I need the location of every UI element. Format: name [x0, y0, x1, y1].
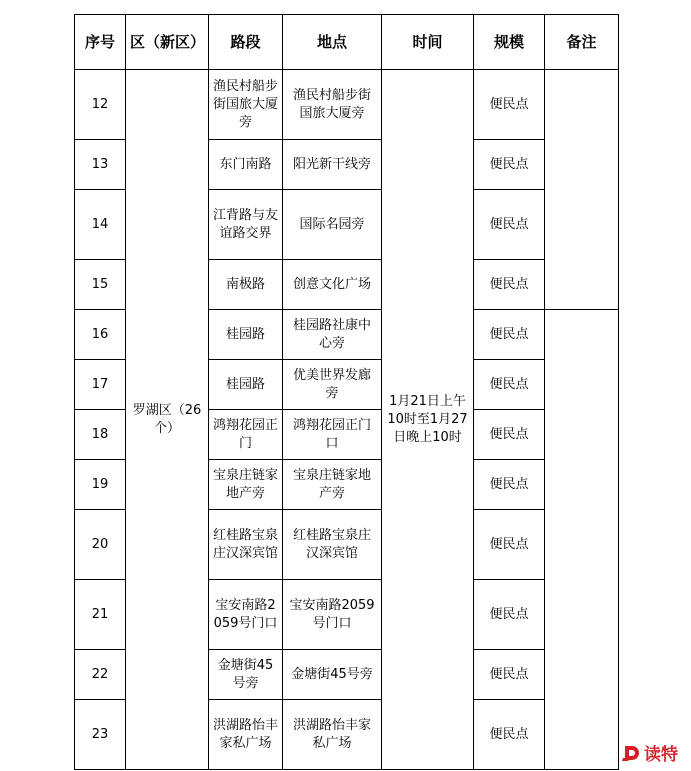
- header-district: 区（新区）: [126, 15, 209, 70]
- road-cell: 桂园路: [209, 310, 283, 360]
- scale-cell: 便民点: [474, 700, 545, 770]
- scale-cell: 便民点: [474, 510, 545, 580]
- scale-cell: 便民点: [474, 580, 545, 650]
- seq-cell: 13: [75, 140, 126, 190]
- scale-cell: 便民点: [474, 260, 545, 310]
- seq-cell: 20: [75, 510, 126, 580]
- road-cell: 鸿翔花园正门: [209, 410, 283, 460]
- location-cell: 红桂路宝泉庄汉深宾馆: [283, 510, 382, 580]
- scale-cell: 便民点: [474, 360, 545, 410]
- d-logo-icon: [622, 743, 642, 763]
- location-cell: 创意文化广场: [283, 260, 382, 310]
- location-cell: 阳光新干线旁: [283, 140, 382, 190]
- location-cell: 鸿翔花园正门口: [283, 410, 382, 460]
- road-cell: 洪湖路怡丰家私广场: [209, 700, 283, 770]
- road-cell: 金塘街45号旁: [209, 650, 283, 700]
- scale-cell: 便民点: [474, 460, 545, 510]
- location-cell: 桂园路社康中心旁: [283, 310, 382, 360]
- schedule-table: [74, 14, 619, 770]
- header-row: [75, 15, 619, 70]
- road-cell: 江背路与友谊路交界: [209, 190, 283, 260]
- header-scale: 规模: [474, 15, 545, 70]
- road-cell: 宝泉庄链家地产旁: [209, 460, 283, 510]
- road-cell: 东门南路: [209, 140, 283, 190]
- watermark: [622, 740, 678, 765]
- watermark-text: 读特: [644, 745, 678, 765]
- location-cell: 渔民村船步街国旅大厦旁: [283, 70, 382, 140]
- road-cell: 桂园路: [209, 360, 283, 410]
- note-cell: [545, 310, 619, 770]
- district-cell: 罗湖区（26个）: [126, 70, 209, 770]
- table-row: [75, 70, 619, 140]
- road-cell: 渔民村船步街国旅大厦旁: [209, 70, 283, 140]
- seq-cell: 17: [75, 360, 126, 410]
- location-cell: 金塘街45号旁: [283, 650, 382, 700]
- header-road: 路段: [209, 15, 283, 70]
- road-cell: 红桂路宝泉庄汉深宾馆: [209, 510, 283, 580]
- header-location: 地点: [283, 15, 382, 70]
- location-cell: 洪湖路怡丰家私广场: [283, 700, 382, 770]
- header-seq: 序号: [75, 15, 126, 70]
- location-cell: 国际名园旁: [283, 190, 382, 260]
- scale-cell: 便民点: [474, 190, 545, 260]
- note-cell: [545, 70, 619, 310]
- scale-cell: 便民点: [474, 140, 545, 190]
- seq-cell: 18: [75, 410, 126, 460]
- time-cell: 1月21日上午10时至1月27日晚上10时: [382, 70, 474, 770]
- scale-cell: 便民点: [474, 310, 545, 360]
- scale-cell: 便民点: [474, 650, 545, 700]
- location-cell: 宝安南路2059号门口: [283, 580, 382, 650]
- scale-cell: 便民点: [474, 70, 545, 140]
- seq-cell: 15: [75, 260, 126, 310]
- seq-cell: 16: [75, 310, 126, 360]
- seq-cell: 14: [75, 190, 126, 260]
- seq-cell: 23: [75, 700, 126, 770]
- seq-cell: 12: [75, 70, 126, 140]
- seq-cell: 19: [75, 460, 126, 510]
- seq-cell: 21: [75, 580, 126, 650]
- header-note: 备注: [545, 15, 619, 70]
- location-cell: 宝泉庄链家地产旁: [283, 460, 382, 510]
- road-cell: 南极路: [209, 260, 283, 310]
- header-time: 时间: [382, 15, 474, 70]
- road-cell: 宝安南路2059号门口: [209, 580, 283, 650]
- location-cell: 优美世界发廊旁: [283, 360, 382, 410]
- seq-cell: 22: [75, 650, 126, 700]
- scale-cell: 便民点: [474, 410, 545, 460]
